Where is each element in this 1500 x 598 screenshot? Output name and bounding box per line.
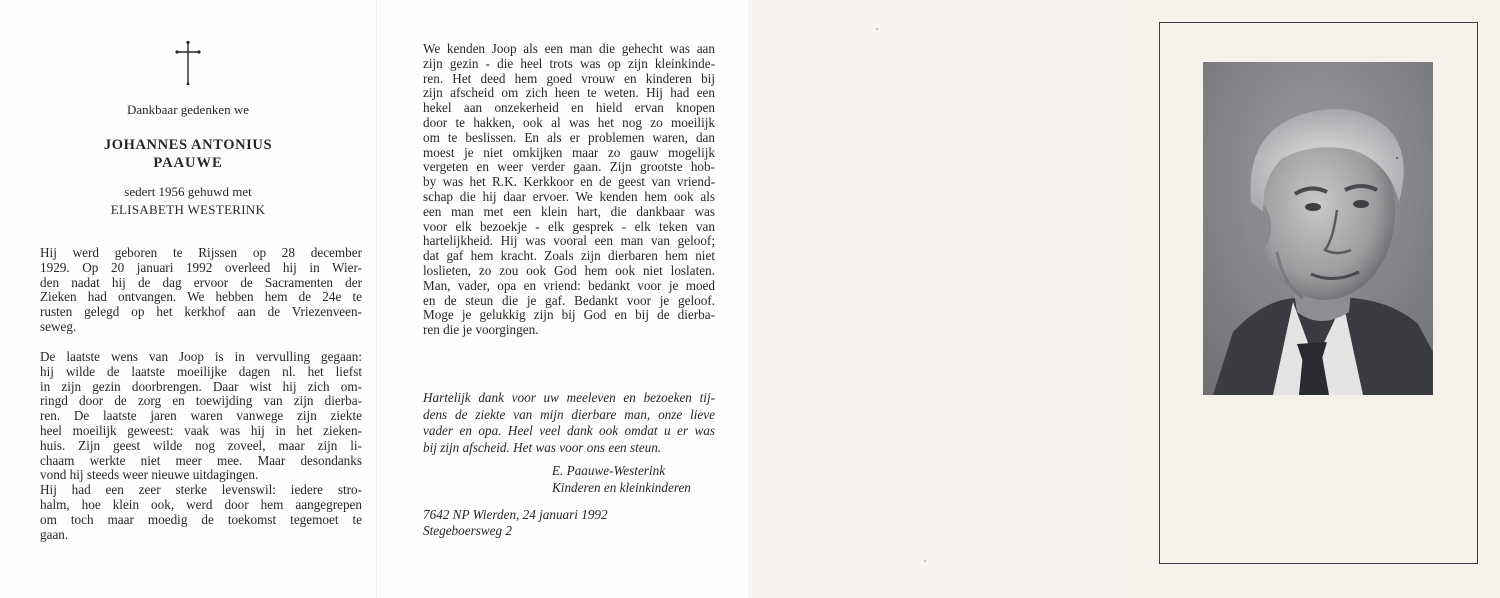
text-line: zijn gezin - die heel trots was op zijn kleinkinde- [423,55,715,71]
text-line: halm, hoe klein ook, werd door hem aangegrepen [40,496,362,512]
text-line: We kenden Joop als een man die gehecht was aan [423,41,715,56]
text-line: bij zijn afscheid. Het was voor ons een steun. [423,439,662,455]
text-line: ringd door de zorg en toewijding van zijn dierba- [40,393,362,409]
biography-paragraph [40,246,362,335]
address-block [423,507,663,539]
text-line: ren. Het deed hem goed vrouw en kinderen bij [423,70,715,86]
text-line: 1929. Op 20 januari 1992 overleed hij in Wier- [40,259,362,275]
deceased-name-line1: JOHANNES ANTONIUS [103,137,273,153]
text-line: Man, vader, opa en vriend: bedankt voor je moed [423,277,715,293]
text-line: om te beslissen. En als er problemen waren, dan [423,129,715,145]
cross-icon [174,40,202,86]
text-line: loslieten, zo zou ook God hem ook niet loslaten. [423,262,715,278]
text-line: De laatste wens van Joop is in vervulling gegaan: [40,349,362,364]
text-line: een man met een klein hart, die dankbaar was [423,203,715,219]
paper-speck [876,28,878,30]
text-line: in zijn gezin doorbrengen. Daar wist hij zich om- [40,378,362,394]
portrait-photo [1203,62,1433,395]
spouse-name: ELISABETH WESTERINK [110,202,266,217]
text-line: hij wilde de laatste moeilijke dagen nl. het liefst [40,363,362,379]
text-line: Moge je gelukkig zijn bij God en bij de dierba- [423,307,715,323]
text-line: chaam werkte niet meer mee. Maar desondanks [40,452,362,468]
card-page-blank [748,0,1122,598]
text-line: rusten gelegd op het kerkhof aan de Vriezenveen- [40,304,362,320]
text-line: vond hij steeds weer nieuwe uitdagingen. [40,467,259,483]
text-line: zijn afscheid om zich heen te weten. Hij had een [423,85,715,101]
text-line: vader en opa. Heel veel dank ook omdat u er was [423,423,715,438]
text-line: huis. Zijn geest wilde nog zoveel, maar zijn li- [40,437,362,453]
address-street-line: Stegeboersweg 2 [423,523,512,538]
address-date-line: 7642 NP Wierden, 24 januari 1992 [423,507,608,522]
deceased-name-line2: PAAUWE [153,155,223,171]
text-line: en de steun die je gaf. Bedankt voor je geloof. [423,292,715,308]
text-line: ren. De laatste jaren waren vanwege zijn ziekte [40,408,362,424]
text-line: hekel aan onzekerheid en hield ervan knopen [423,100,715,116]
text-line: dat gaf hem kracht. Zoals zijn dierbaren hem niet [423,248,715,264]
last-wish-paragraph [40,350,362,542]
text-line: vergeten en weer verder gaan. Zijn grootste hob- [423,159,715,175]
married-line: sedert 1956 gehuwd met [124,184,252,199]
text-line: Hij had een zeer sterke levenswil: iedere stro- [40,482,362,498]
text-line: om toch maar moedig de toekomst tegemoet te [40,511,362,527]
text-line: den nadat hij de dag ervoor de Sacramenten der [40,274,362,290]
paper-speck [1396,157,1398,159]
text-line: dens de ziekte van mijn dierbare man, onze lieve [423,406,715,422]
text-line: moest je niet omkijken maar zo gauw mogelijk [423,144,715,160]
text-line: Zieken had ontvangen. We hebben hem de 24e te [40,289,362,305]
text-line: by was het R.K. Kerkkoor en de geest van vriend- [423,174,715,190]
signature-family: Kinderen en kleinkinderen [552,480,691,495]
text-line: Hartelijk dank voor uw meeleven en bezoeken tij- [423,390,715,405]
text-line: heel moeilijk geweest: vaak was hij in het zieken- [40,422,362,438]
text-line: voor elk bezoekje - elk gesprek - elk teken van [423,218,715,234]
paper-speck [924,560,926,562]
intro-line: Dankbaar gedenken we [127,102,249,117]
text-line: gaan. [40,526,69,542]
remembrance-paragraph [423,42,715,338]
text-line: door te hakken, ook al was het nog zo moeilijk [423,114,715,130]
signature-block [552,462,732,496]
thanks-paragraph [423,390,715,456]
portrait-image [1203,62,1433,395]
text-line: hartelijkheid. Hij was vooral een man van geloof; [423,233,715,249]
signature-name: E. Paauwe-Westerink [552,463,666,478]
text-line: Hij werd geboren te Rijssen op 28 december [40,245,362,260]
text-line: ren die je voorgingen. [423,322,539,338]
text-line: schap die hij daar ervoer. We kenden hem ook als [423,188,715,204]
text-line: seweg. [40,318,77,334]
